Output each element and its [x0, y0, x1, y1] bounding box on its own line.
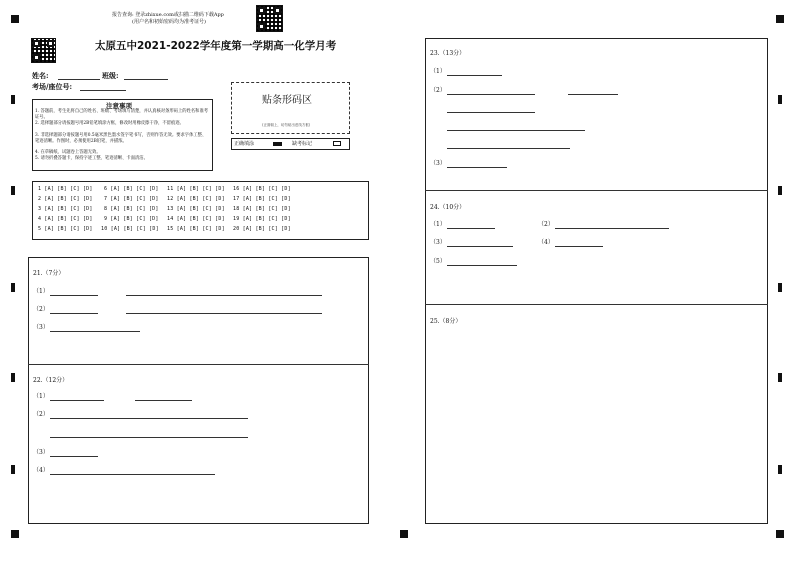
timing-mark [11, 186, 15, 195]
missing-exam-label: 缺考标记 [292, 141, 313, 147]
question-23-title: 23.（13分） [430, 50, 466, 57]
class-field[interactable] [124, 79, 168, 80]
q24-part-1-label: （1） [430, 221, 446, 228]
report-query-line: 报告查询: 登录zhixue.com或扫描二维码下载App [112, 12, 224, 18]
timing-mark [11, 373, 15, 382]
timing-mark [778, 373, 782, 382]
page-title: 太原五中2021-2022学年度第一学期高一化学月考 [95, 40, 337, 52]
q24-part-1-blank[interactable] [447, 228, 495, 229]
choice-row[interactable]: 20 [A] [B] [C] [D] [233, 226, 291, 232]
missing-exam-checkbox[interactable] [333, 141, 341, 146]
notice-item: 1. 答题前，考生先将自己的姓名、班级、考场填写清楚，并认真核对条形码上的姓名和准考证号。 [35, 109, 209, 120]
question-22-title: 22.（12分） [33, 377, 69, 384]
choice-row[interactable]: 15 [A] [B] [C] [D] [167, 226, 225, 232]
corner-mark-bottom-right [776, 530, 784, 538]
q24-part-5-label: （5） [430, 258, 446, 265]
choice-row[interactable]: 5 [A] [B] [C] [D] [38, 226, 93, 232]
choice-row[interactable]: 16 [A] [B] [C] [D] [233, 186, 291, 192]
section-divider [425, 190, 768, 191]
q23-part-3-blank[interactable] [447, 167, 507, 168]
choice-row[interactable]: 19 [A] [B] [C] [D] [233, 216, 291, 222]
q23-part-2-blank-b[interactable] [568, 94, 618, 95]
timing-mark [778, 95, 782, 104]
notice-item: 3. 非选择题部分请按题号用0.5毫米黑色墨水签字笔书写，否则作答无效。要求字体工整、笔迹清晰。作图时，必须使用2B铅笔，并描浓。 [35, 133, 207, 144]
question-25-title: 25.（8分） [430, 318, 462, 325]
barcode-title: 贴条形码区 [262, 95, 312, 106]
section-divider [425, 304, 768, 305]
q21-part-1-blank-b[interactable] [126, 295, 322, 296]
q21-part-3-label: （3） [33, 324, 49, 331]
qr-code-icon[interactable] [256, 5, 283, 32]
q22-part-4-blank[interactable] [50, 474, 215, 475]
choice-row[interactable]: 7 [A] [B] [C] [D] [104, 196, 159, 202]
report-query-note: (用户名和初始密码均为准考证号) [132, 19, 206, 25]
q24-part-2-blank[interactable] [555, 228, 669, 229]
correct-fill-label: 正确填涂 [234, 141, 255, 147]
q21-part-1-blank-a[interactable] [50, 295, 98, 296]
q22-part-1-label: （1） [33, 393, 49, 400]
q24-part-3-label: （3） [430, 239, 446, 246]
q23-part-3-label: （3） [430, 160, 446, 167]
q22-part-2-blank-a[interactable] [50, 418, 248, 419]
q24-part-4-label: （4） [538, 239, 554, 246]
q25-answer-area[interactable] [430, 328, 764, 520]
notice-title: 注意事项 [106, 102, 132, 110]
choice-row[interactable]: 3 [A] [B] [C] [D] [38, 206, 93, 212]
timing-mark [778, 465, 782, 474]
q22-part-1-blank-b[interactable] [135, 400, 192, 401]
q21-part-2-blank-b[interactable] [126, 313, 322, 314]
name-label: 姓名: [32, 71, 49, 80]
room-seat-label: 考场/座位号: [32, 82, 73, 91]
timing-mark [778, 283, 782, 292]
q24-part-3-blank[interactable] [447, 246, 513, 247]
student-qr-code-icon [31, 38, 56, 63]
q22-part-3-blank[interactable] [50, 456, 98, 457]
room-seat-field[interactable] [80, 90, 126, 91]
timing-mark [11, 95, 15, 104]
timing-mark [11, 283, 15, 292]
notice-item: 2. 选择题部分请按题号用2B铅笔填涂方框，修改时用橡皮擦干净，不留痕迹。 [35, 121, 184, 126]
barcode-note: (正面朝上，切勿贴出虚线方框) [262, 123, 311, 127]
choice-row[interactable]: 10 [A] [B] [C] [D] [101, 226, 159, 232]
section-divider [28, 364, 369, 365]
choice-row[interactable]: 6 [A] [B] [C] [D] [104, 186, 159, 192]
choice-row[interactable]: 2 [A] [B] [C] [D] [38, 196, 93, 202]
corner-mark-top-left [11, 15, 19, 23]
q23-part-2-blank-c[interactable] [447, 112, 535, 113]
q24-part-5-blank[interactable] [447, 265, 517, 266]
timing-mark [11, 465, 15, 474]
choice-row[interactable]: 9 [A] [B] [C] [D] [104, 216, 159, 222]
answer-box-21-22 [28, 257, 369, 524]
q21-part-3-blank[interactable] [50, 331, 140, 332]
notice-item: 4. 在草稿纸、试题卷上答题无效。 [35, 150, 101, 155]
corner-mark-mid-left [400, 530, 408, 538]
choice-row[interactable]: 17 [A] [B] [C] [D] [233, 196, 291, 202]
choice-row[interactable]: 18 [A] [B] [C] [D] [233, 206, 291, 212]
choice-row[interactable]: 13 [A] [B] [C] [D] [167, 206, 225, 212]
q23-part-1-blank[interactable] [447, 75, 502, 76]
choice-row[interactable]: 4 [A] [B] [C] [D] [38, 216, 93, 222]
timing-mark [778, 186, 782, 195]
q23-part-2-blank-e[interactable] [447, 148, 570, 149]
q22-part-1-blank-a[interactable] [50, 400, 104, 401]
name-field[interactable] [58, 79, 100, 80]
choice-row[interactable]: 14 [A] [B] [C] [D] [167, 216, 225, 222]
q23-part-2-label: （2） [430, 87, 446, 94]
q22-part-2-blank-b[interactable] [50, 437, 248, 438]
question-21-title: 21.（7分） [33, 270, 65, 277]
choice-row[interactable]: 8 [A] [B] [C] [D] [104, 206, 159, 212]
corner-mark-top-right [776, 15, 784, 23]
notice-item: 5. 请勿折叠答题卡，保持字迹工整、笔迹清晰、卡面清洁。 [35, 156, 148, 161]
choice-row[interactable]: 1 [A] [B] [C] [D] [38, 186, 93, 192]
q23-part-2-blank-d[interactable] [447, 130, 585, 131]
q22-part-4-label: （4） [33, 467, 49, 474]
q24-part-2-label: （2） [538, 221, 554, 228]
choice-row[interactable]: 12 [A] [B] [C] [D] [167, 196, 225, 202]
q23-part-1-label: （1） [430, 68, 446, 75]
q24-part-4-blank[interactable] [555, 246, 603, 247]
correct-fill-example-icon [273, 142, 282, 146]
corner-mark-bottom-left [11, 530, 19, 538]
choice-row[interactable]: 11 [A] [B] [C] [D] [167, 186, 225, 192]
class-label: 班级: [102, 71, 119, 80]
q22-part-3-label: （3） [33, 449, 49, 456]
q23-part-2-blank-a[interactable] [447, 94, 535, 95]
q21-part-1-label: （1） [33, 288, 49, 295]
q22-part-2-label: （2） [33, 411, 49, 418]
q21-part-2-label: （2） [33, 306, 49, 313]
q21-part-2-blank-a[interactable] [50, 313, 98, 314]
question-24-title: 24.（10分） [430, 204, 466, 211]
